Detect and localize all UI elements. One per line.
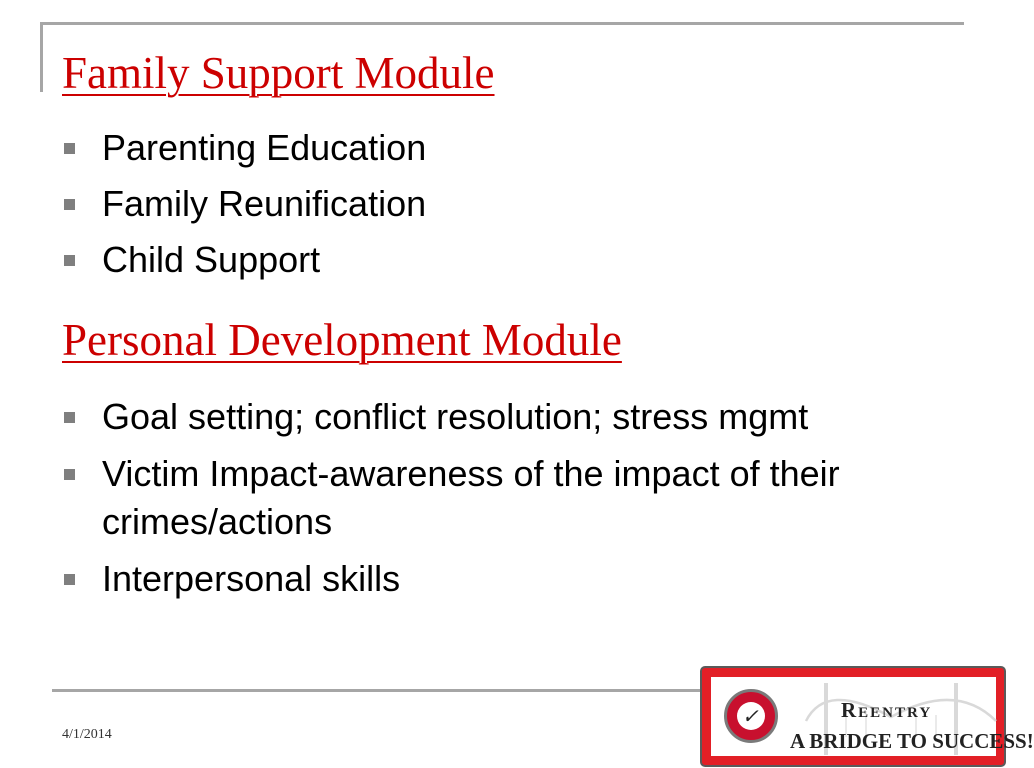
square-bullet-icon [64, 574, 75, 585]
list-item [64, 180, 426, 228]
seal-center [737, 702, 765, 730]
section-title-personal-development: Personal Development Module [62, 315, 622, 365]
logo-panel [711, 677, 1034, 756]
slide-date: 4/1/2014 [62, 727, 112, 742]
square-bullet-icon [64, 255, 75, 266]
logo-tagline: A BRIDGE TO SUCCESS! [790, 729, 1034, 753]
square-bullet-icon [64, 412, 75, 423]
list-item-text: Victim Impact-awareness of the impact of their crimes/actions [102, 453, 840, 542]
list-item [64, 450, 1024, 546]
corrections-seal-icon [724, 689, 778, 743]
square-bullet-icon [64, 469, 75, 480]
list-item [64, 555, 1024, 603]
square-bullet-icon [64, 199, 75, 210]
list-item-text: Child Support [102, 239, 321, 280]
family-support-list [64, 124, 426, 292]
frame-left-rule [40, 22, 43, 92]
list-item [64, 236, 426, 284]
list-item [64, 393, 1024, 441]
section-title-family-support: Family Support Module [62, 48, 495, 98]
list-item [64, 124, 426, 172]
reentry-logo [700, 666, 1034, 767]
list-item-text: Parenting Education [102, 127, 427, 168]
list-item-text: Interpersonal skills [102, 558, 401, 599]
frame-top-rule [42, 22, 964, 25]
footer-rule [52, 689, 702, 692]
list-item-text: Family Reunification [102, 183, 427, 224]
personal-development-list [64, 393, 1024, 612]
list-item-text: Goal setting; conflict resolution; stress mgmt [102, 396, 809, 437]
logo-title: Reentry [841, 698, 933, 722]
square-bullet-icon [64, 143, 75, 154]
seal-mark: ✓ [742, 706, 759, 728]
